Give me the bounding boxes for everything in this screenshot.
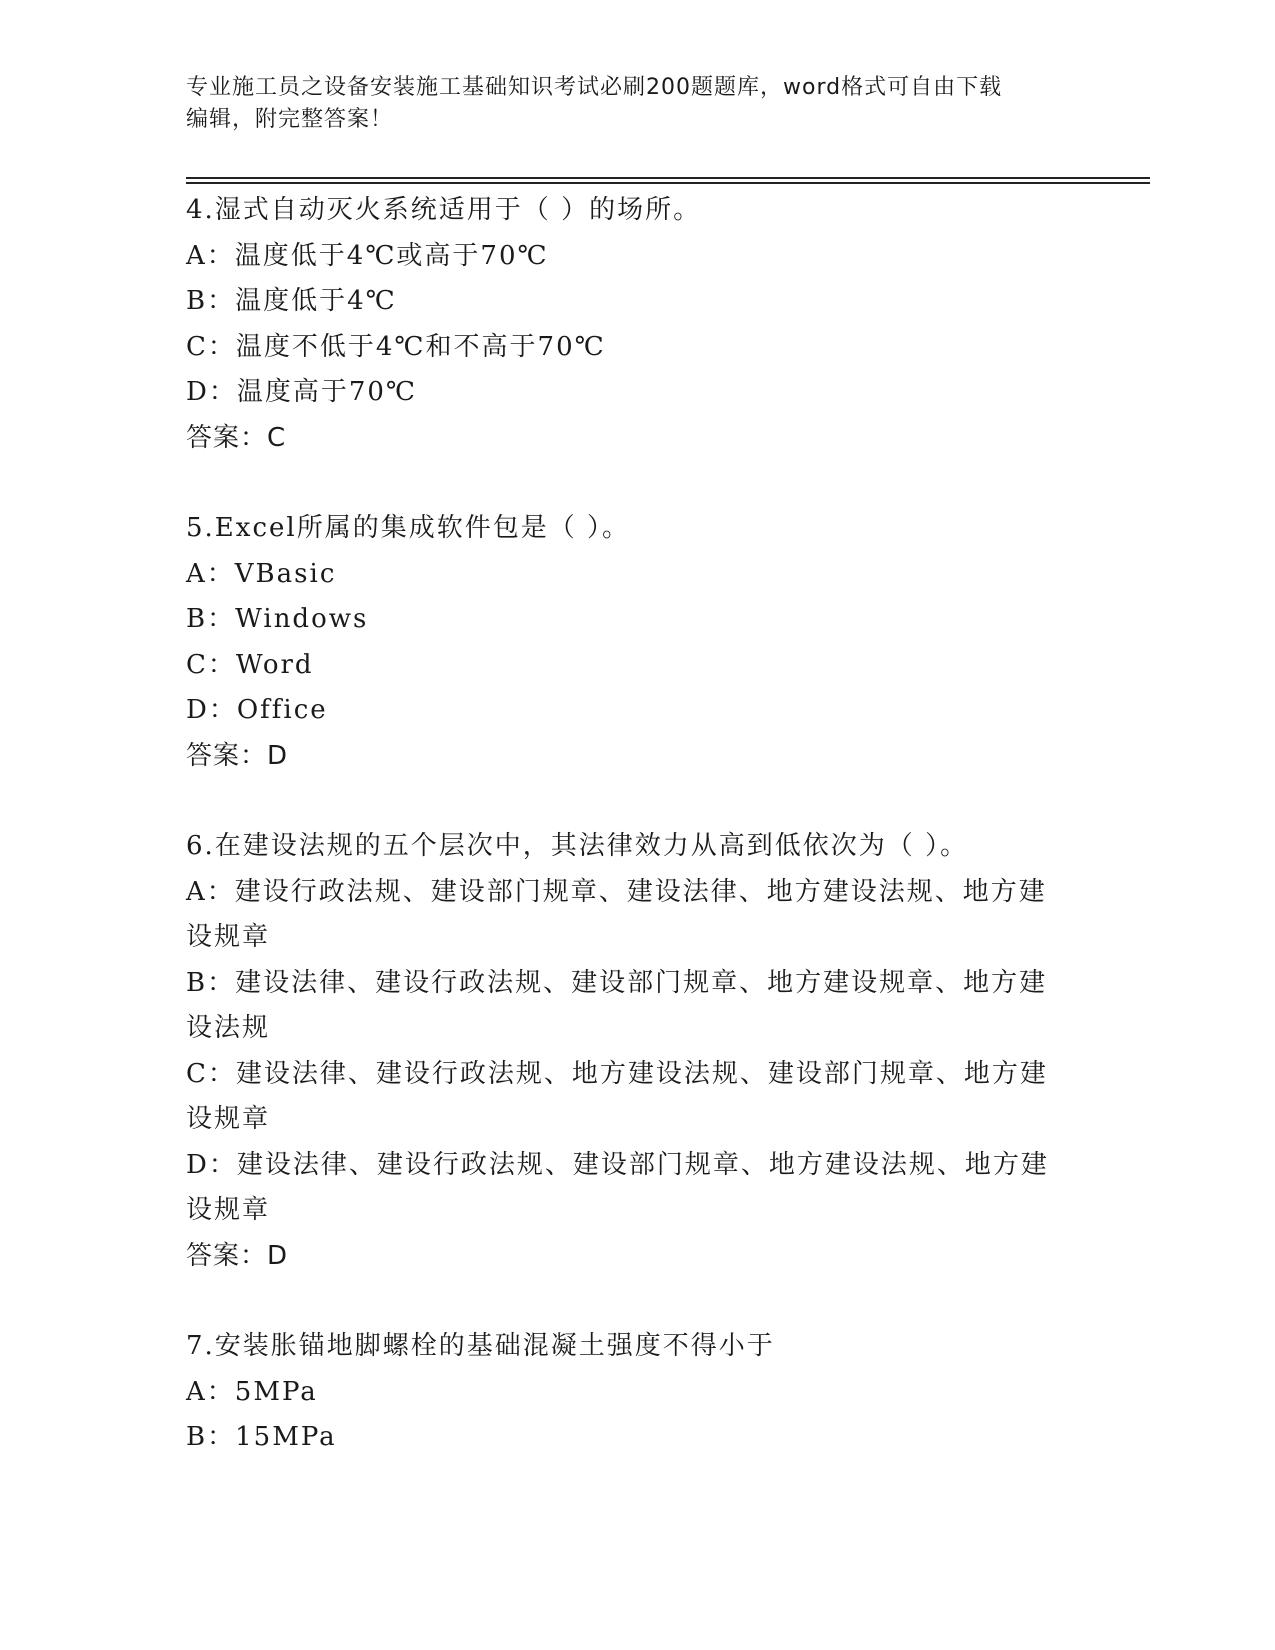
document-header bbox=[186, 72, 1066, 136]
option-c: C：温度不低于4℃和不高于70℃ bbox=[186, 331, 606, 362]
option-b-line-1: B：建设法律、建设行政法规、建设部门规章、地方建设规章、地方建 bbox=[186, 967, 1048, 998]
option-b: B：15MPa bbox=[186, 1422, 337, 1452]
question-list bbox=[186, 188, 1086, 1461]
question-stem: 5.Excel所属的集成软件包是（ ）。 bbox=[186, 513, 630, 543]
question-stem: 4.湿式自动灭火系统适用于（ ）的场所。 bbox=[186, 195, 702, 225]
option-d-line-2: 设规章 bbox=[186, 1195, 271, 1225]
option-b: B：温度低于4℃ bbox=[186, 286, 397, 316]
answer-label: 答案：D bbox=[186, 740, 289, 771]
question-stem: 7.安装胀锚地脚螺栓的基础混凝土强度不得小于 bbox=[186, 1331, 775, 1361]
option-a: A：VBasic bbox=[186, 558, 337, 589]
option-a-line-1: A：建设行政法规、建设部门规章、建设法律、地方建设法规、地方建 bbox=[186, 876, 1047, 907]
header-line-1: 专业施工员之设备安装施工基础知识考试必刷200题题库，word格式可自由下载 bbox=[186, 75, 1003, 100]
option-c-line-1: C：建设法律、建设行政法规、地方建设法规、建设部门规章、地方建 bbox=[186, 1058, 1048, 1089]
header-divider-top bbox=[186, 177, 1150, 179]
option-a-line-2: 设规章 bbox=[186, 922, 271, 952]
question-7 bbox=[186, 1324, 1086, 1461]
spacer bbox=[186, 461, 1086, 506]
answer-label: 答案：D bbox=[186, 1240, 289, 1271]
question-stem: 6.在建设法规的五个层次中，其法律效力从高到低依次为（ ）。 bbox=[186, 831, 969, 861]
option-d: D：Office bbox=[186, 695, 328, 725]
question-5 bbox=[186, 506, 1086, 779]
question-4 bbox=[186, 188, 1086, 461]
option-d: D：温度高于70℃ bbox=[186, 377, 418, 407]
spacer bbox=[186, 779, 1086, 824]
spacer bbox=[186, 1279, 1086, 1324]
option-b: B：Windows bbox=[186, 604, 369, 634]
header-divider-bottom bbox=[186, 182, 1150, 184]
question-6 bbox=[186, 824, 1086, 1279]
option-b-line-2: 设法规 bbox=[186, 1013, 271, 1043]
option-a: A：温度低于4℃或高于70℃ bbox=[186, 240, 549, 271]
option-c: C：Word bbox=[186, 649, 314, 680]
answer-label: 答案：C bbox=[186, 422, 287, 453]
header-line-2: 编辑，附完整答案！ bbox=[186, 107, 394, 132]
option-a: A：5MPa bbox=[186, 1376, 318, 1407]
option-d-line-1: D：建设法律、建设行政法规、建设部门规章、地方建设法规、地方建 bbox=[186, 1149, 1049, 1180]
option-c-line-2: 设规章 bbox=[186, 1104, 271, 1134]
